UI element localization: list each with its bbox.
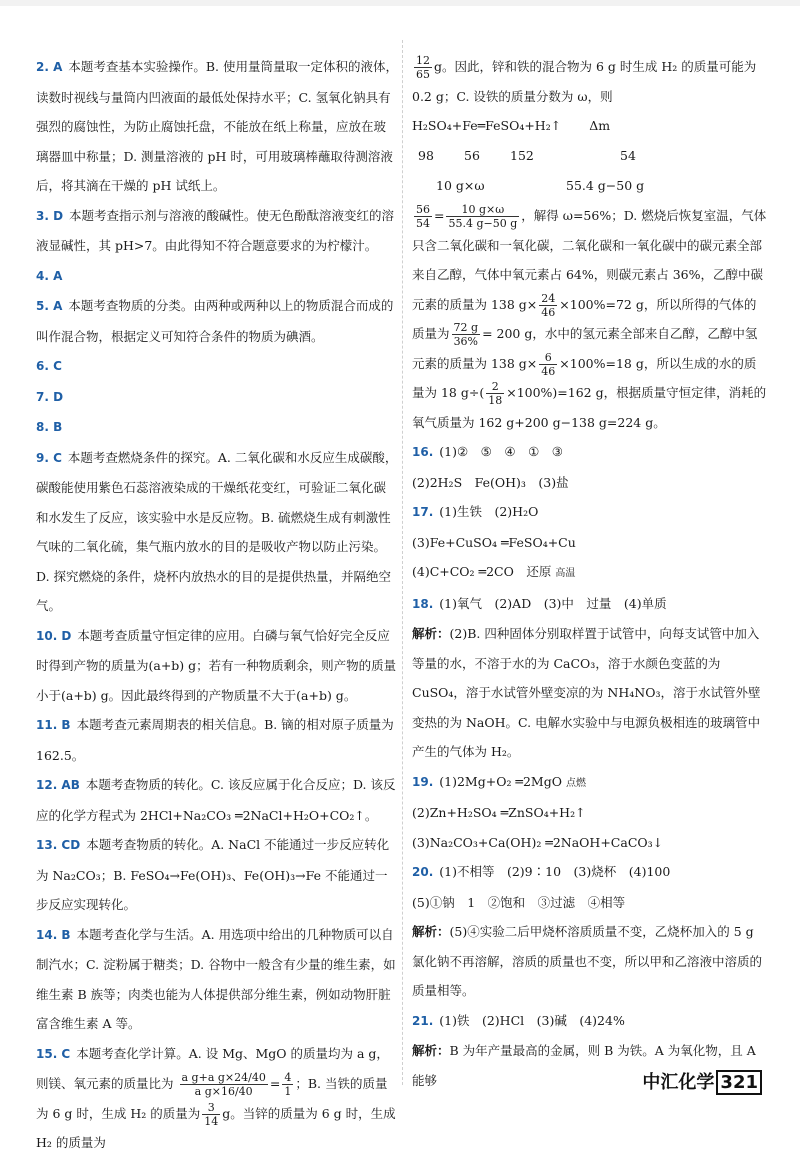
answer-number: 3. D — [36, 208, 64, 223]
answer-text: ×100%=72 g，所以所得的气体的质量为 — [412, 296, 757, 341]
fraction-numerator: 4 — [284, 1071, 292, 1084]
answer-3 — [36, 201, 398, 261]
answer-15 — [36, 1039, 398, 1158]
analysis-text: (5)④实验二后甲烧杯溶质质量不变，乙烧杯加入的 5 g 氯化钠不再溶解，溶质的质量也不变，所以甲和乙溶液中溶质的质量相等。 — [412, 924, 763, 998]
answer-number: 5. A — [36, 299, 63, 313]
equation-text: H₂SO₄+Fe═FeSO₄+H₂↑ — [412, 118, 562, 133]
fraction-denominator: 46 — [541, 364, 556, 378]
fraction-denominator: 46 — [541, 305, 556, 319]
reaction-condition: 高温 — [555, 568, 576, 579]
answer-text: 本题考查化学计算。A. 设 Mg、MgO 的质量均为 a g，则镁、氧元素的质量比为 — [36, 1045, 389, 1091]
page-footer — [642, 1068, 762, 1094]
answer-number: 15. C — [36, 1046, 71, 1061]
mass-value: 98 — [418, 148, 434, 163]
fraction-numerator: 56 — [416, 203, 430, 216]
mass-value: 56 — [464, 148, 480, 163]
answer-number: 2. A — [36, 60, 63, 74]
fraction-denominator: 36% — [453, 335, 479, 348]
answer-17 — [412, 497, 768, 589]
analysis-text: (2)B. 四种固体分别取样置于试管中，向每支试管中加入等量的水，不溶于水的为 CaCO₃，溶于水颜色变蓝的为 CuSO₄，溶于水试管外壁变凉的为 NH₄NO₃，溶于水试管外壁变热的为 NaOH。C. 电解水实验中与电源负极相连的玻璃管中产生的气体为 H₂。 — [412, 626, 761, 759]
answer-text: 本题考查燃烧条件的探究。A. 二氧化碳和水反应生成碳酸，碳酸能使用紫色石蕊溶液染成的干燥纸花变红，可验证二氧化碳和水发生了反应，该实验中水是反应物。B. 硫燃烧生成有刺激性气味的二氧化硫，集气瓶内放水的目的是吸收产物以防止污染。D. 探究燃烧的条件，烧杯内放热水的目的是提供热量，并隔绝空气。 — [36, 449, 398, 613]
fraction — [282, 1071, 293, 1098]
answer-line: (1)② ⑤ ④ ① ③ — [439, 444, 564, 459]
answer-number: 13. CD — [36, 838, 81, 852]
fraction-numerator: 12 — [416, 54, 430, 67]
answer-text: 本题考查基本实验操作。B. 使用量筒量取一定体积的液体，读数时视线与量筒内凹液面的最低处保持水平；C. 氢氧化钠具有强烈的腐蚀性，为防止腐蚀托盘，不能放在纸上称量，应放在玻璃器皿中称量；D. 测量溶液的 pH 时，可用玻璃棒蘸取待测溶液后，将其滴在干燥的 pH 试纸上。 — [36, 59, 399, 193]
chemical-equation — [412, 111, 768, 141]
answer-text: 本题考查物质的转化。C. 该反应属于化合反应；D. 该反应的化学方程式为 2HCl+Na₂CO₃ ═2NaCl+H₂O+CO₂↑。 — [36, 777, 396, 823]
fraction — [539, 292, 557, 319]
fraction-numerator: 6 — [539, 351, 557, 365]
answer-line: (1)生铁 (2)H₂O — [439, 504, 539, 519]
fraction — [539, 351, 557, 378]
fraction — [446, 203, 519, 230]
answer-number: 21. — [412, 1013, 434, 1028]
fraction-numerator: 10 g×ω — [446, 203, 519, 217]
delta-m-label: Δm — [589, 118, 611, 133]
calculation-paragraph: $\frac{56}{54}$ = $\frac{10 g\times\omega}{55.4 g-50 g}$ ，解得 ω=56%；D. 燃烧后恢复室温，气体只含二氧化碳和一氧化碳，二氧化碳和一氧化碳中的碳元素全部来自乙醇，气体中氧元素占 64%，则碳元素占 36%，乙醇中碳元素的质量为 138 g× $\frac{24}{46}$ ×100%=72 g，所以所得的气体的质量为 $\frac{72 g}{36\%}$ = 200 g，水中的氢元素全部来自乙醇，乙醇中氢元素的质量为 138 g× $\frac{6}{46}$ ×100%=18 g，所以生成的水的质量为 18 g÷( $\frac{2}{18}$ ×100%)=162 g，根据质量守恒定律，消耗的氧气质量为 162 g+200 g−138 g=224 g。 — [412, 203, 767, 430]
answer-text: g。当锌的质量为 6 g 时，生成 H₂ 的质量为 — [36, 1105, 396, 1150]
answer-number: 14. B — [36, 927, 71, 942]
answer-line: (1)2Mg+O₂ ═2MgO — [439, 773, 562, 789]
analysis-label: 解析： — [412, 626, 450, 641]
answer-text: = 200 g，水中的氢元素全部来自乙醇，乙醇中氢元素的质量为 138 g× — [412, 326, 758, 371]
answer-8 — [36, 412, 398, 443]
answer-text: 本题考查化学与生活。A. 用选项中给出的几种物质可以自制汽水；C. 淀粉属于糖类；D. 谷物中一般含有少量的维生素，如维生素 B 族等；肉类也能为人体提供部分维生素，例如动物肝脏富含维生素 A 等。 — [36, 926, 396, 1031]
answer-number: 20. — [412, 865, 434, 879]
answer-number: 11. B — [36, 718, 71, 732]
equation-masses — [412, 141, 768, 171]
answer-number: 9. C — [36, 450, 62, 465]
answer-text: ×100%=18 g，所以生成的水的质量为 18 g÷ — [412, 355, 757, 400]
mass-value: 152 — [510, 148, 534, 163]
right-column — [412, 52, 768, 1095]
answer-13 — [36, 830, 398, 920]
answer-number: 19. — [412, 774, 434, 789]
answer-text: 本题考查物质的转化。A. NaCl 不能通过一步反应转化为 Na₂CO₃；B. FeSO₄→Fe(OH)₃、Fe(OH)₃→Fe 不能通过一步反应实现转化。 — [36, 837, 390, 912]
analysis-text: B 为年产量最高的金属，则 B 为铁。A 为氧化物，且 A 能够 — [412, 1043, 756, 1088]
answer-number: 12. AB — [36, 778, 80, 792]
mass-value: 54 — [620, 148, 636, 163]
equals-sign: = — [269, 1076, 281, 1091]
answer-10 — [36, 621, 398, 711]
answer-number: 17. — [412, 505, 434, 519]
answer-number: 16. — [412, 445, 434, 459]
answer-18 — [412, 589, 768, 767]
answer-text: 本题考查指示剂与溶液的酸碱性。使无色酚酞溶液变红的溶液显碱性，其 pH>7。由此得知不符合题意要求的为柠檬汁。 — [36, 207, 395, 253]
fraction-denominator: 54 — [416, 217, 430, 230]
answer-number: 6. C — [36, 359, 62, 373]
answer-12 — [36, 770, 398, 830]
fraction-numerator: 2 — [486, 380, 504, 394]
left-column — [36, 52, 398, 1158]
answer-15-continued — [412, 52, 768, 111]
answer-line: (1)铁 (2)HCl (3)碱 (4)24% — [439, 1012, 625, 1028]
answer-16 — [412, 437, 768, 497]
answer-20 — [412, 857, 768, 1006]
answer-line: (5)①钠 1 ②饱和 ③过滤 ④相等 — [412, 894, 626, 910]
answer-text: 生成 H₂ 的质量为 — [101, 1105, 201, 1121]
answer-5 — [36, 291, 398, 351]
answer-line: (2)Zn+H₂SO₄ ═ZnSO₄+H₂↑ — [412, 805, 586, 820]
answer-text: ；B. 当铁的质量为 6 g 时， — [36, 1076, 388, 1121]
answer-line: (2)2H₂S Fe(OH)₃ (3)盐 — [412, 474, 569, 490]
answer-text: ×100%)=162 g，根据质量守恒定律，消耗的氧气质量为 162 g+200 g−138 g=224 g。 — [412, 385, 767, 430]
answer-7 — [36, 382, 398, 413]
answer-line: (4)C+CO₂ ═2CO 还原 — [412, 564, 552, 579]
fraction — [180, 1071, 268, 1098]
equation-quantities — [412, 171, 768, 201]
answer-text: ，解得 ω=56%；D. 燃烧后恢复室温，气体只含二氧化碳和一氧化碳，二氧化碳和一氧化碳中的碳元素全部来自乙醇，气体中氧元素占 64%，则碳元素占 36%，乙醇中碳元素的质量为 138 g× — [412, 208, 767, 312]
answer-number: 18. — [412, 596, 434, 611]
fraction-numerator: 3 — [202, 1101, 220, 1115]
fraction — [414, 54, 432, 81]
answer-line: (1)氧气 (2)AD (3)中 过量 (4)单质 — [439, 595, 667, 611]
answer-6 — [36, 351, 398, 382]
fraction-numerator: 24 — [541, 291, 556, 305]
answer-number: 4. A — [36, 268, 63, 283]
fraction — [414, 203, 432, 230]
fraction-denominator: a g×16/40 — [194, 1085, 253, 1098]
answer-text: 本题考查物质的分类。由两种或两种以上的物质混合而成的叫作混合物，根据定义可知符合条件的物质为碘酒。 — [36, 298, 394, 344]
fraction-numerator: 72 g — [453, 321, 479, 334]
fraction — [486, 380, 504, 407]
answer-2 — [36, 52, 398, 201]
fraction-denominator: 14 — [204, 1114, 219, 1128]
quantity-value: 10 g×ω — [436, 178, 485, 193]
answer-text: 本题考查元素周期表的相关信息。B. 镝的相对原子质量为 162.5。 — [36, 717, 394, 763]
answer-text: 本题考查质量守恒定律的应用。白磷与氧气恰好完全反应时得到产物的质量为(a+b) g；若有一种物质剩余，则产物的质量小于(a+b) g。因此最终得到的产物质量不大于(a+b) g。 — [36, 627, 397, 703]
reaction-condition: 点燃 — [565, 777, 586, 789]
quantity-value: 55.4 g−50 g — [566, 178, 645, 193]
answer-11 — [36, 710, 398, 770]
analysis-label: 解析： — [412, 1043, 450, 1058]
answer-19 — [412, 767, 768, 858]
answer-4 — [36, 261, 398, 292]
page-number: 321 — [716, 1070, 762, 1095]
fraction-denominator: 55.4 g−50 g — [448, 217, 518, 230]
fraction-denominator: 1 — [284, 1085, 292, 1098]
fraction-denominator: 18 — [488, 394, 503, 407]
fraction-denominator: 65 — [416, 68, 430, 81]
fraction — [452, 321, 481, 348]
fraction-numerator: a g+a g×24/40 — [181, 1071, 266, 1084]
column-divider — [402, 40, 403, 1085]
answer-number: 8. B — [36, 420, 63, 434]
analysis-label: 解析： — [412, 924, 450, 939]
footer-label: 中汇化学 — [642, 1072, 715, 1093]
fraction — [202, 1101, 220, 1128]
answer-line: (3)Fe+CuSO₄ ═FeSO₄+Cu — [412, 534, 576, 550]
answer-14 — [36, 920, 398, 1039]
answer-line: (1)不相等 (2)9∶10 (3)烧杯 (4)100 — [439, 864, 671, 879]
answer-text: g。因此，锌和铁的混合物为 6 g 时生成 H₂ 的质量可能为 0.2 g；C. 设铁的质量分数为 ω，则 — [412, 59, 757, 104]
answer-number: 10. D — [36, 628, 72, 643]
answer-line: (3)Na₂CO₃+Ca(OH)₂ ═2NaOH+CaCO₃↓ — [412, 834, 664, 850]
answer-number: 7. D — [36, 389, 64, 404]
page-top-edge — [0, 0, 800, 6]
answer-9 — [36, 443, 398, 621]
